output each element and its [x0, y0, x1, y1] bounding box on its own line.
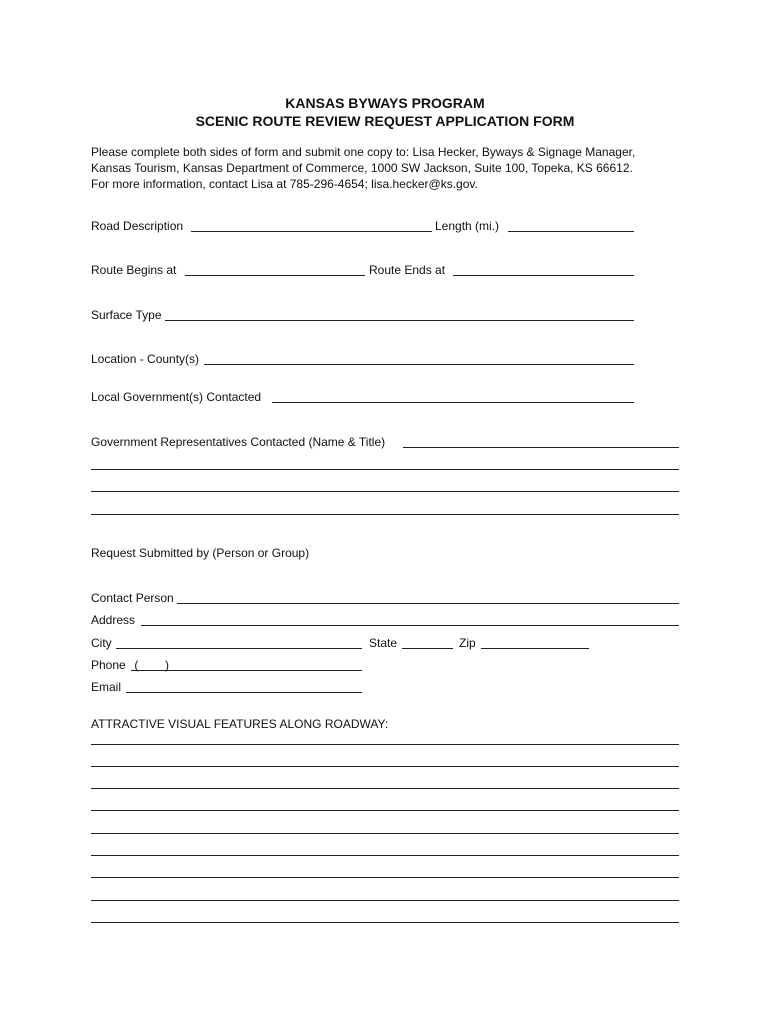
attractive-features-line-4[interactable] — [91, 810, 679, 811]
gov-representatives-row — [91, 434, 679, 450]
gov-representatives-line-3[interactable] — [91, 491, 679, 492]
route-begins-field[interactable] — [185, 275, 365, 276]
intro-line-2: Kansas Tourism, Kansas Department of Commerce, 1000 SW Jackson, Suite 100, Topeka, KS 66612. — [91, 161, 633, 175]
attractive-features-line-2[interactable] — [91, 766, 679, 767]
surface-type-field[interactable] — [165, 320, 634, 321]
intro-line-3: For more information, contact Lisa at 785-296-4654; lisa.hecker@ks.gov. — [91, 177, 478, 191]
contact-person-field[interactable] — [177, 603, 679, 604]
form-title: SCENIC ROUTE REVIEW REQUEST APPLICATION FORM — [195, 113, 575, 129]
route-row — [91, 262, 634, 278]
phone-label: Phone — [91, 658, 126, 672]
attractive-features-line-5[interactable] — [91, 833, 679, 834]
route-begins-label: Route Begins at — [91, 263, 177, 277]
address-row — [91, 612, 679, 628]
form-program-title: KANSAS BYWAYS PROGRAM — [285, 95, 485, 111]
zip-field[interactable] — [481, 648, 589, 649]
attractive-features-line-7[interactable] — [91, 877, 679, 878]
gov-representatives-field[interactable] — [403, 447, 679, 448]
attractive-features-line-9[interactable] — [91, 922, 679, 923]
address-label: Address — [91, 613, 136, 627]
length-label: Length (mi.) — [435, 219, 500, 233]
city-field[interactable] — [116, 648, 362, 649]
route-ends-field[interactable] — [453, 275, 634, 276]
email-row — [91, 679, 362, 695]
route-ends-label: Route Ends at — [369, 263, 446, 277]
email-field[interactable] — [126, 692, 362, 693]
contact-person-row — [91, 590, 679, 606]
location-county-field[interactable] — [204, 364, 634, 365]
length-field[interactable] — [508, 231, 634, 232]
road-description-field[interactable] — [191, 231, 432, 232]
phone-row — [91, 657, 362, 673]
road-description-label: Road Description — [91, 219, 184, 233]
local-government-field[interactable] — [272, 402, 634, 403]
attractive-features-line-1[interactable] — [91, 744, 679, 745]
city-state-zip-row — [91, 635, 589, 651]
request-submitted-row — [91, 545, 491, 561]
location-county-label: Location - County(s) — [91, 352, 200, 366]
phone-field[interactable] — [131, 670, 362, 671]
local-government-label: Local Government(s) Contacted — [91, 390, 262, 404]
gov-representatives-line-2[interactable] — [91, 469, 679, 470]
state-field[interactable] — [402, 648, 453, 649]
zip-label: Zip — [459, 636, 476, 650]
local-government-row — [91, 389, 634, 405]
email-label: Email — [91, 680, 122, 694]
attractive-features-row — [91, 716, 491, 732]
contact-person-label: Contact Person — [91, 591, 174, 605]
request-submitted-label: Request Submitted by (Person or Group) — [91, 546, 310, 560]
location-county-row — [91, 351, 634, 367]
phone-area-code-mask: ( ) — [131, 658, 169, 672]
attractive-features-label: ATTRACTIVE VISUAL FEATURES ALONG ROADWAY: — [91, 717, 389, 731]
state-label: State — [369, 636, 398, 650]
attractive-features-line-6[interactable] — [91, 855, 679, 856]
surface-type-label: Surface Type — [91, 308, 162, 322]
city-label: City — [91, 636, 112, 650]
intro-line-1: Please complete both sides of form and submit one copy to: Lisa Hecker, Byways & Signage Manager, — [91, 145, 636, 159]
attractive-features-line-8[interactable] — [91, 900, 679, 901]
surface-type-row — [91, 307, 634, 323]
address-field[interactable] — [141, 625, 679, 626]
gov-representatives-line-4[interactable] — [91, 514, 679, 515]
gov-representatives-label: Government Representatives Contacted (Name & Title) — [91, 435, 386, 449]
road-description-row — [91, 218, 634, 234]
attractive-features-line-3[interactable] — [91, 788, 679, 789]
